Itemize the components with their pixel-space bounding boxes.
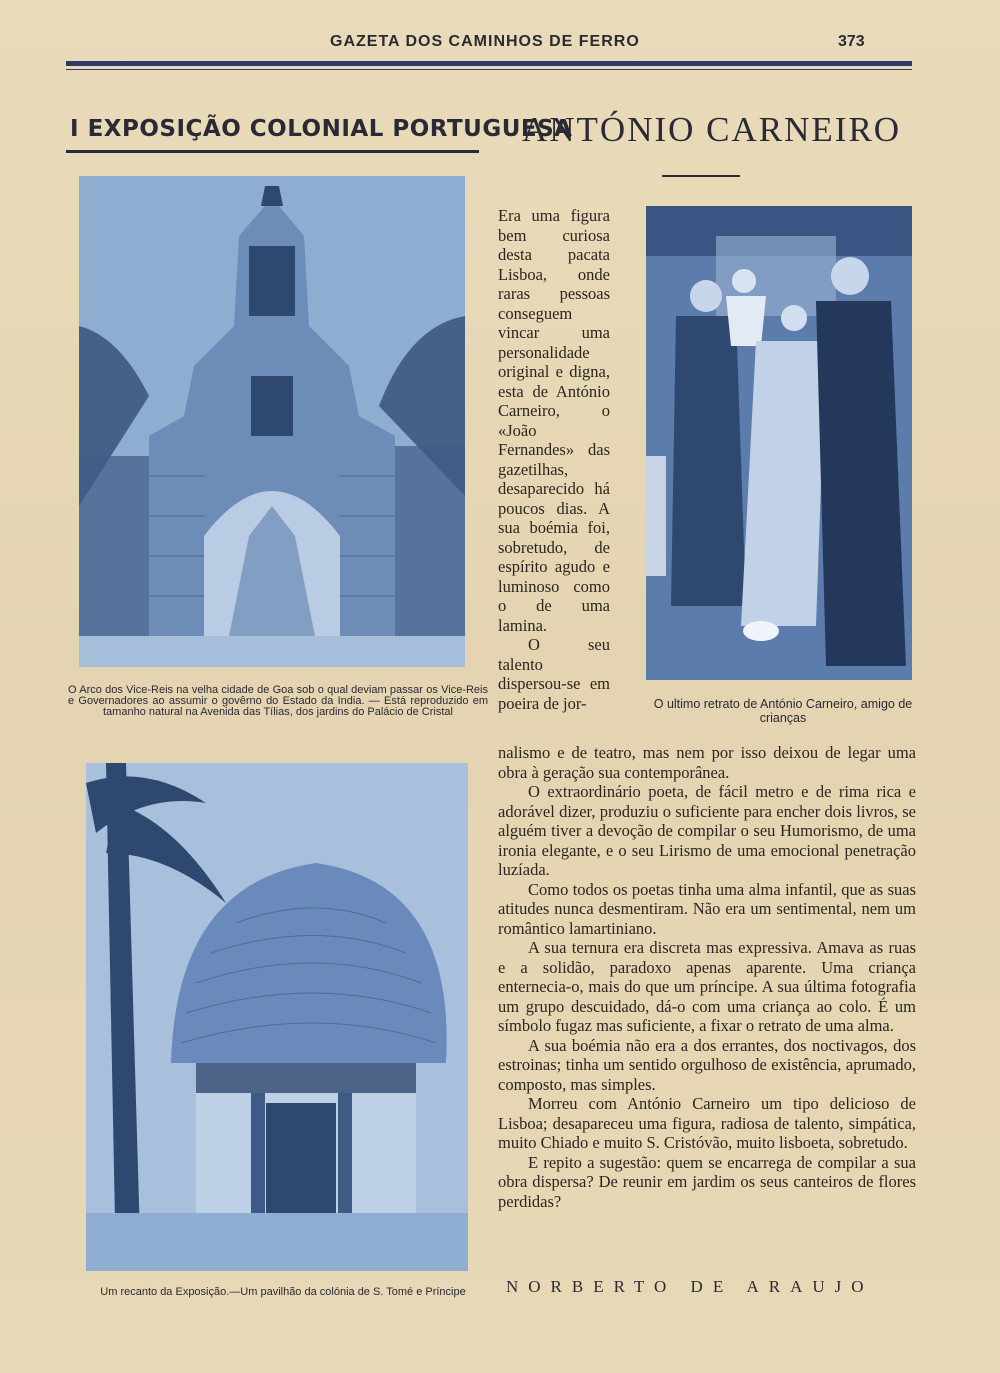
- article-paragraph: O seu talento dispersou-se em poeira de jor-: [498, 635, 610, 713]
- left-title-underline: [66, 150, 479, 153]
- photo-pavilion-caption: Um recanto da Exposição.—Um pavilhão da colónia de S. Tomé e Príncipe: [100, 1286, 466, 1298]
- left-article-title: I EXPOSIÇÃO COLONIAL PORTUGUESA: [70, 116, 573, 142]
- article-paragraph: Morreu com António Carneiro um tipo delicioso de Lisboa; desapareceu uma figura, radiosa de talento, simpática, muito Chiado e muito S. Cristóvão, muito lisboeta, sobretudo.: [498, 1094, 916, 1152]
- article-paragraph: A sua ternura era discreta mas expressiva. Amava as ruas e a solidão, paradoxo apenas aparente. Uma criança enternecia-o, mais do que um príncipe. A sua última fotografia um grupo descuidado, dá-o com uma criança ao colo. É um símbolo fugaz mas suficiente, a fixar o retrato de uma alma.: [498, 938, 916, 1035]
- photo-arch: [79, 176, 465, 667]
- article-paragraph: A sua boémia não era a dos errantes, dos noctivagos, dos estroinas; tinha um sentido orgulhoso de existência, aprumado, composto, mas simples.: [498, 1035, 916, 1094]
- photo-portrait: [646, 206, 912, 680]
- header-rule-thin: [66, 69, 912, 70]
- photo-arch-caption: O Arco dos Vice-Reis na velha cidade de Goa sob o qual deviam passar os Vice-Reis e Governadores ao assumir o govêrno do Estado da India. — Está reproduzido em tamanho natural na Avenida das Tílias, dos jardins do Palácio de Cristal: [68, 684, 488, 718]
- title-dash: [662, 175, 740, 177]
- article-wide-column: [498, 743, 916, 1211]
- header-rule: [66, 61, 912, 66]
- page-number: 373: [838, 33, 865, 50]
- running-title: GAZETA DOS CAMINHOS DE FERRO: [330, 33, 640, 50]
- photo-pavilion: [86, 763, 468, 1271]
- article-paragraph: Era uma figura bem curiosa desta pacata Lisboa, onde raras pessoas conseguem vincar uma personalidade original e digna, esta de António Carneiro, o «João Fernandes» das gazetilhas, desaparecido há poucos dias. A sua boémia foi, sobretudo, de espírito agudo e luminoso como o de uma lamina.: [498, 206, 610, 635]
- article-paragraph: O extraordinário poeta, de fácil metro e de rima rica e adorável dizer, produziu o suficiente para encher dois livros, se alguém tiver a devoção de compilar o seu Humorismo, de uma ironia elegante, e o seu Lirismo de uma emocional penetração luzíada.: [498, 782, 916, 879]
- article-paragraph: E repito a sugestão: quem se encarrega de compilar a sua obra dispersa? De reunir em jardim os seus canteiros de flores perdidas?: [498, 1152, 916, 1211]
- article-paragraph: Como todos os poetas tinha uma alma infantil, que as suas atitudes nunca desmentiram. Não era um sentimental, nem um romântico lamartiniano.: [498, 879, 916, 938]
- article-paragraph: nalismo e de teatro, mas nem por isso deixou de legar uma obra à geração sua contemporânea.: [498, 743, 916, 782]
- arch-illustration: [79, 176, 465, 667]
- right-article-title: ANTÓNIO CARNEIRO: [522, 110, 902, 149]
- pavilion-illustration: [86, 763, 468, 1271]
- article-narrow-column: [498, 206, 610, 713]
- author-signature: NORBERTO DE ARAUJO: [506, 1277, 874, 1296]
- portrait-illustration: [646, 206, 912, 680]
- photo-portrait-caption: O ultimo retrato de António Carneiro, amigo de crianças: [653, 697, 913, 725]
